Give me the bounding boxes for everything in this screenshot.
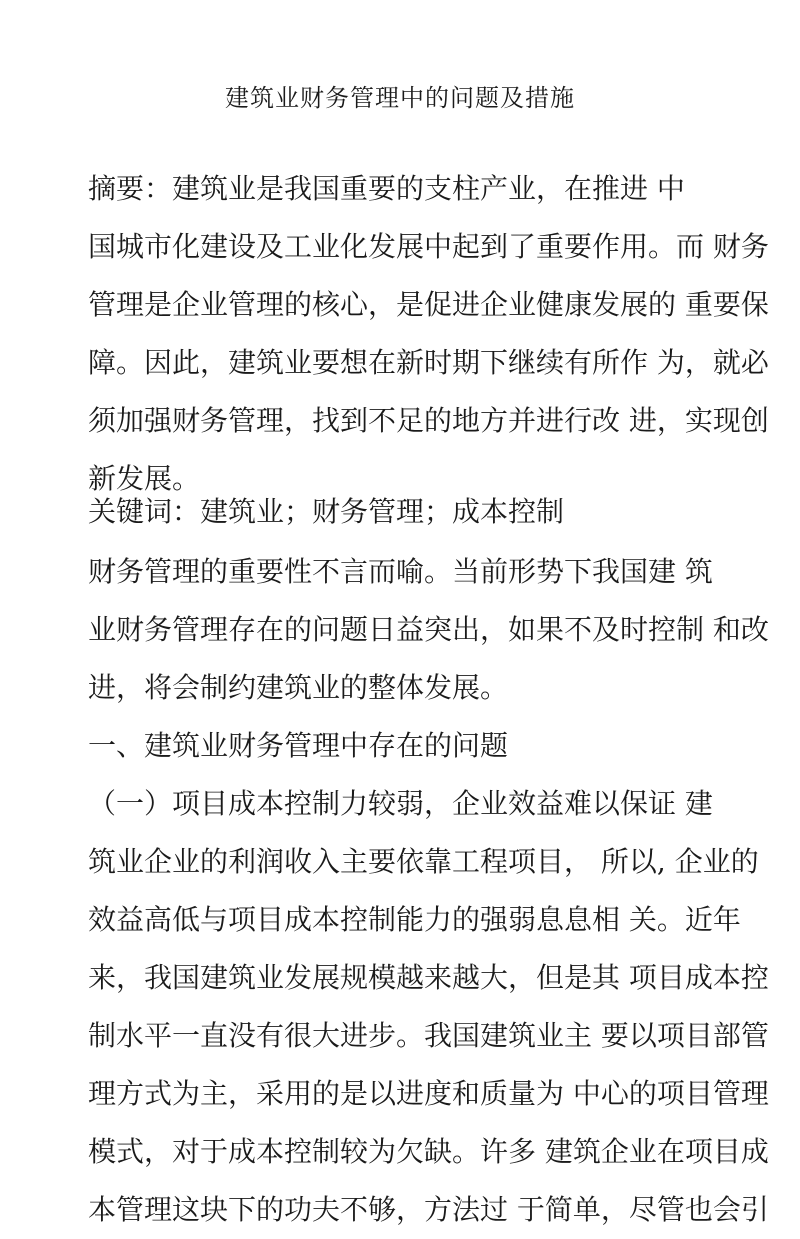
abstract-line: 须加强财务管理，找到不足的地方并进行改 进，实现创 xyxy=(88,404,769,437)
body-line: 筑业企业的利润收入主要依靠工程项目， 所以, 企业的 xyxy=(88,845,759,878)
abstract-line: 摘要：建筑业是我国重要的支柱产业，在推进 中 xyxy=(88,172,685,205)
body-section xyxy=(88,543,769,1239)
abstract-line: 管理是企业管理的核心，是促进企业健康发展的 重要保 xyxy=(88,288,769,321)
abstract-line: 障。因此，建筑业要想在新时期下继续有所作 为，就必 xyxy=(88,346,769,379)
body-line: 效益高低与项目成本控制能力的强弱息息相 关。近年 xyxy=(88,903,741,936)
keywords-line: 关键词：建筑业；财务管理；成本控制 xyxy=(88,495,565,528)
body-line: 模式，对于成本控制较为欠缺。许多 建筑企业在项目成 xyxy=(88,1135,769,1168)
body-line: 业财务管理存在的问题日益突出，如果不及时控制 和改 xyxy=(88,613,769,646)
subsection-heading: （一）项目成本控制力较弱，企业效益难以保证 建 xyxy=(88,787,713,820)
abstract-line: 国城市化建设及工业化发展中起到了重要作用。而 财务 xyxy=(88,230,769,263)
abstract-line: 新发展。 xyxy=(88,462,201,495)
abstract-section xyxy=(88,160,769,508)
body-line: 理方式为主，采用的是以进度和质量为 中心的项目管理 xyxy=(88,1077,769,1110)
body-line: 来，我国建筑业发展规模越来越大，但是其 项目成本控 xyxy=(88,961,769,994)
body-line: 进，将会制约建筑业的整体发展。 xyxy=(88,671,509,704)
body-line: 本管理这块下的功夫不够，方法过 于简单，尽管也会引 xyxy=(88,1193,769,1226)
document-title: 建筑业财务管理中的问题及措施 xyxy=(225,84,575,112)
body-line: 财务管理的重要性不言而喻。当前形势下我国建 筑 xyxy=(88,555,713,588)
section-heading: 一、建筑业财务管理中存在的问题 xyxy=(88,729,509,762)
keywords-section xyxy=(88,483,564,541)
body-line: 制水平一直没有很大进步。我国建筑业主 要以项目部管 xyxy=(88,1019,769,1052)
